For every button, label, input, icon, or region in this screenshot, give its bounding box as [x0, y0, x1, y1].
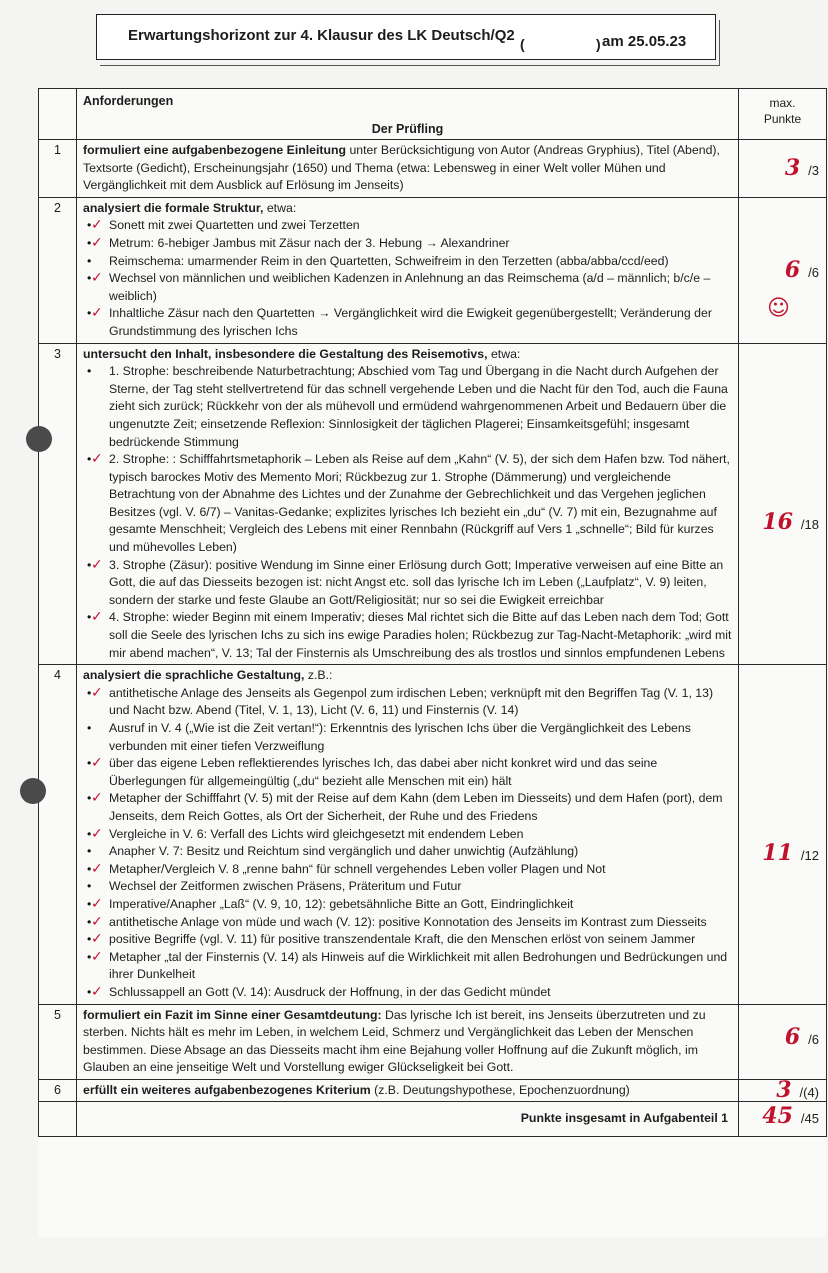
list-item-text: Inhaltliche Zäsur nach den Quartetten → Vergänglichkeit wird die Ewigkeit gegenübergestellt; Veränderung der Grundstimmung des lyrischen Ichs — [109, 306, 712, 338]
red-check-icon: ✓ — [91, 860, 103, 877]
score-handwritten: 11 — [762, 840, 793, 867]
criterion-points-cell — [739, 343, 827, 665]
criterion-text: (z.B. Deutungshypothese, Epochenzuordnung) — [370, 1082, 630, 1097]
list-item-text: Sonett mit zwei Quartetten und zwei Terzetten — [109, 218, 360, 233]
list-item-text: Schlussappell an Gott (V. 14): Ausdruck der Hoffnung, in der das Gedicht mündet — [109, 984, 551, 999]
header-requirements-cell — [77, 89, 739, 140]
list-item-text: Wechsel von männlichen und weiblichen Kadenzen in Anlehnung an das Reimschema (a/d – männlich; b/c/e – weiblich) — [109, 271, 711, 303]
bullet-icon: • — [87, 844, 92, 859]
criterion-row — [39, 665, 827, 1004]
red-check-icon: ✓ — [91, 684, 103, 701]
bullet-icon: • — [87, 756, 92, 771]
criterion-text: Das lyrische Ich ist bereit, ins Jenseits überzutreten und zu sterben. Nichts hält es mehr im Leben, in welchem Leid, Schmerz und Vergänglichkeit das Leben der Menschen bestimmen. Diese Absage an das Diesseits macht ihm eine Bejahung voller Hoffnung auf die Zukunft möglich, im Glauben an eine jenseitige Welt und Vorstellung ewiger Glückseligkeit bei Gott. — [83, 1007, 706, 1075]
criterion-item-list — [83, 363, 732, 662]
criterion-row — [39, 1079, 827, 1102]
total-label: Punkte insgesamt in Aufgabenteil 1 — [77, 1102, 739, 1137]
criterion-lead: formuliert ein Fazit im Sinne einer Gesamtdeutung: — [83, 1007, 382, 1022]
bullet-icon: • — [87, 791, 92, 806]
criterion-text: etwa: — [487, 346, 521, 361]
red-check-icon: ✓ — [91, 931, 103, 948]
criterion-points-cell — [739, 140, 827, 198]
criterion-lead: untersucht den Inhalt, insbesondere die Gestaltung des Reisemotivs, — [83, 346, 488, 361]
criterion-intro — [83, 346, 732, 364]
header-number-cell — [39, 89, 77, 140]
score-max: /18 — [800, 516, 819, 532]
bullet-icon: • — [87, 306, 92, 321]
list-item-text: Metapher „tal der Finsternis (V. 14) als Hinweis auf die Wirklichkeit mit allen Bedrohungen und Bedrückungen und ihrer Dunkelheit — [109, 949, 728, 982]
criterion-number: 3 — [39, 343, 77, 665]
criterion-points-cell — [739, 197, 827, 343]
score-max: /(4) — [799, 1084, 819, 1100]
red-check-icon: ✓ — [91, 556, 103, 573]
criterion-number: 2 — [39, 197, 77, 343]
redacted-mark-right: ) — [596, 36, 601, 52]
criterion-score — [739, 508, 827, 535]
bullet-icon: • — [87, 271, 92, 286]
bullet-icon: • — [87, 914, 92, 929]
list-item — [83, 270, 732, 305]
bullet-icon: • — [87, 364, 92, 379]
bullet-icon: • — [87, 218, 92, 233]
list-item — [83, 790, 732, 825]
total-row — [39, 1102, 827, 1137]
list-item — [83, 720, 732, 755]
red-check-icon: ✓ — [91, 948, 103, 965]
list-item-text: Wechsel der Zeitformen zwischen Präsens, Präteritum und Futur — [109, 879, 462, 894]
criterion-description — [77, 1079, 739, 1102]
redacted-mark-left: ( — [520, 36, 525, 52]
total-score-max: /45 — [800, 1111, 819, 1127]
score-handwritten: 3 — [784, 155, 801, 181]
score-handwritten: 6 — [784, 1023, 801, 1050]
document-date: am 25.05.23 — [602, 33, 687, 50]
criterion-intro — [83, 667, 732, 685]
score-handwritten: 16 — [762, 508, 793, 535]
list-item — [83, 826, 732, 844]
red-check-icon: ✓ — [91, 895, 103, 912]
list-item — [83, 843, 732, 861]
list-item-text: Metapher der Schifffahrt (V. 5) mit der Reise auf dem Kahn (dem Leben im Diesseits) und dem Hafen (port), dem Jenseits, dem Reich Gottes, als Ort der Sicherheit, der Ruhe und des Friedens — [109, 791, 723, 823]
list-item-text: Ausruf in V. 4 („Wie ist die Zeit vertan!“): Erkenntnis des lyrischen Ichs über die Vergänglichkeit des Lebens verbunden mit einer tiefen Verzweiflung — [109, 721, 691, 753]
bullet-icon: • — [87, 452, 92, 467]
list-item — [83, 896, 732, 914]
criterion-score — [739, 155, 827, 181]
list-item-text: 4. Strophe: wieder Beginn mit einem Imperativ; dieses Mal richtet sich die Bitte auf das Leben nach dem Tod; Gott soll die Seele des lyrischen Ichs zu sich ins ewige Paradies holen; Rückbezug zur Tag-Nacht-Metaphorik: „wird mit mir abend machen“, V. 13; Tal der Finsternis als Umschreibung des als trostlos und sinnlos empfundenen Lebens — [109, 610, 732, 660]
punch-hole-bottom — [20, 778, 46, 804]
list-item — [83, 949, 732, 984]
header-candidate: Der Prüfling — [371, 122, 444, 136]
list-item-text: 1. Strophe: beschreibende Naturbetrachtung; Abschied vom Tag und Übergang in die Nacht durch Aufgehen der Sterne, der Tag steht stellvertretend für das schnell vergehende Leben und die Nacht für den Tod, auch die Fauna zieht sich zurück; Rückkehr von der als mühevoll und ermüdend wahrgenommenen Arbeit und Bedauern über die ungenutzte Zeit; einsetzende Reflexion: Sinnlosigkeit der täglichen Plagerei; Einsamkeitsgefühl; insgesamt bedrückende Stimmung — [109, 364, 728, 449]
list-item-text: antithetische Anlage des Jenseits als Gegenpol zum irdischen Leben; verknüpft mit den Begriffen Tag (V. 1, 13) und Nacht bzw. Abend (Titel, V. 1, 13), Licht (V. 6, 11) und Finsternis (V. 14) — [109, 685, 714, 718]
smiley-icon: ☺ — [767, 295, 790, 321]
criterion-description — [77, 665, 739, 1004]
list-item-text: positive Begriffe (vgl. V. 11) für positive transzendentale Kraft, die den Menschen erlöst von seinem Jammer — [109, 932, 696, 947]
list-item — [83, 685, 732, 720]
criterion-description — [77, 343, 739, 665]
criterion-intro — [83, 1007, 732, 1077]
list-item-text: Anapher V. 7: Besitz und Reichtum sind vergänglich und daher unwichtig (Aufzählung) — [109, 844, 579, 859]
criteria-rows — [39, 140, 827, 1102]
criterion-number: 4 — [39, 665, 77, 1004]
list-item-text: Metapher/Vergleich V. 8 „renne bahn“ für schnell vergehendes Leben voller Plagen und Not — [109, 861, 606, 876]
score-max: /3 — [808, 163, 819, 178]
criterion-intro — [83, 1082, 732, 1100]
red-check-icon: ✓ — [91, 609, 103, 626]
criterion-row — [39, 1004, 827, 1079]
criterion-row — [39, 197, 827, 343]
list-item-text: antithetische Anlage von müde und wach (V. 12): positive Konnotation des Jenseits im Kontrast zum Diesseits — [109, 914, 707, 929]
criterion-text: z.B.: — [304, 668, 333, 683]
list-item — [83, 931, 732, 949]
red-check-icon: ✓ — [91, 790, 103, 807]
list-item-text: Reimschema: umarmender Reim in den Quartetten, Schweifreim in den Terzetten (abba/abba/ccd/eed) — [109, 253, 669, 268]
criterion-lead: analysiert die sprachliche Gestaltung, — [83, 668, 305, 683]
bullet-icon: • — [87, 610, 92, 625]
list-item — [83, 984, 732, 1002]
score-handwritten: 3 — [776, 1076, 792, 1103]
criterion-description — [77, 140, 739, 198]
criterion-description — [77, 1004, 739, 1079]
list-item — [83, 557, 732, 610]
criterion-number: 5 — [39, 1004, 77, 1079]
total-points-cell — [739, 1102, 827, 1137]
criterion-score — [739, 256, 827, 283]
criterion-text: unter Berücksichtigung von Autor (Andreas Gryphius), Titel (Abend), Textsorte (Gedicht), Erscheinungsjahr (1650) und Thema (etwa: Lebensweg in einer Welt voller Mühen und Vergänglichkeit mit dem Ausblick auf Erlösung im Jenseits) — [83, 143, 720, 193]
bullet-icon: • — [87, 826, 92, 841]
criterion-item-list — [83, 217, 732, 340]
list-item-text: über das eigene Leben reflektierendes lyrisches Ich, das dabei aber nicht konkret wird und das seine Überlegungen für allgemeingültig („du“ bezieht alle Menschen mit ein) hält — [109, 756, 658, 788]
red-check-icon: ✓ — [91, 825, 103, 842]
total-number-cell — [39, 1102, 77, 1137]
score-max: /12 — [800, 848, 819, 864]
bullet-icon: • — [87, 932, 92, 947]
list-item — [83, 217, 732, 235]
bullet-icon: • — [87, 235, 92, 250]
criterion-points-cell — [739, 1004, 827, 1079]
bullet-icon: • — [87, 721, 92, 735]
criterion-lead: formuliert eine aufgabenbezogene Einleitung — [83, 143, 347, 157]
list-item — [83, 609, 732, 662]
list-item — [83, 253, 732, 271]
bullet-icon: • — [87, 685, 92, 700]
list-item — [83, 755, 732, 790]
criterion-points-cell — [739, 665, 827, 1004]
list-item — [83, 305, 732, 340]
criterion-description — [77, 197, 739, 343]
red-check-icon: ✓ — [91, 217, 103, 234]
criterion-intro — [83, 142, 732, 195]
punch-hole-top — [26, 426, 52, 452]
criterion-score — [739, 1023, 827, 1050]
header-max-points — [739, 89, 827, 140]
score-max: /6 — [808, 264, 819, 280]
list-item-text: Vergleiche in V. 6: Verfall des Lichts wird gleichgesetzt mit endendem Leben — [109, 826, 524, 841]
criterion-row — [39, 140, 827, 198]
table-header-row — [39, 89, 827, 140]
bullet-icon: • — [87, 949, 92, 964]
list-item — [83, 861, 732, 879]
red-check-icon: ✓ — [91, 451, 103, 468]
header-max-line2: Punkte — [763, 112, 802, 126]
list-item-text: Metrum: 6-hebiger Jambus mit Zäsur nach der 3. Hebung → Alexandriner — [109, 235, 510, 250]
list-item-text: Imperative/Anapher „Laß“ (V. 9, 10, 12): gebetsähnliche Bitte an Gott, Eindringlichkeit — [109, 896, 574, 911]
criterion-score — [739, 840, 827, 867]
criterion-number: 1 — [39, 140, 77, 198]
score-max: /6 — [808, 1031, 819, 1047]
document-title: Erwartungshorizont zur 4. Klausur des LK Deutsch/Q2 — [128, 27, 515, 44]
bullet-icon: • — [87, 879, 92, 894]
score-handwritten: 6 — [784, 256, 801, 283]
red-check-icon: ✓ — [91, 305, 103, 322]
criterion-lead: erfüllt ein weiteres aufgabenbezogenes Kriterium — [83, 1082, 371, 1097]
red-check-icon: ✓ — [91, 755, 103, 772]
criterion-item-list — [83, 685, 732, 1002]
list-item — [83, 451, 732, 557]
list-item — [83, 235, 732, 253]
criterion-row — [39, 343, 827, 665]
grading-table — [38, 88, 827, 1137]
header-max-line1: max. — [769, 96, 796, 110]
list-item-text: 2. Strophe: : Schifffahrtsmetaphorik – Leben als Reise auf dem „Kahn“ (V. 5), der sich dem Hafen bzw. Tod nähert, typisch barockes Motiv des Memento Mori; Rückbezug zur 1. Strophe (Dämmerung) und vergleichende Betrachtung von der Abnahme des Lichtes und der Zunahme der Gebrechlichkeit und das Vergehen jeglichen Besitzes (vgl. V. 6/7) – Vanitas-Gedanke; explizites lyrisches Ich bezieht ein „du“ (V. 7) mit ein, Bezugnahme auf gesamte Menschheit; Vergleich des Lebens mit einer Rennbahn (Rückgriff auf Vers 1 „schnelle“; Bild für kurzes und mühevolles Leben) — [109, 452, 730, 555]
criterion-points-cell — [739, 1076, 827, 1103]
header-requirements: Anforderungen — [83, 94, 174, 108]
red-check-icon: ✓ — [91, 983, 103, 1000]
red-check-icon: ✓ — [91, 270, 103, 287]
criterion-score — [739, 1076, 827, 1103]
criterion-lead: analysiert die formale Struktur, — [83, 200, 264, 215]
criterion-text: etwa: — [263, 200, 297, 215]
list-item-text: 3. Strophe (Zäsur): positive Wendung im Sinne einer Erlösung durch Gott; Imperative verweisen auf eine Bitte an Gott, die auf das Diesseits bezogen ist: nicht Angst etc. soll das lyrische Ich im Leben („Laufplatz“, V. 9) leiten, sondern der starke und feste Glaube an Gott/Religiosität; nur so sei die Ewigkeit erreichbar — [109, 557, 724, 607]
total-score — [739, 1103, 827, 1130]
bullet-icon: • — [87, 557, 92, 572]
total-score-handwritten: 45 — [762, 1103, 793, 1130]
list-item — [83, 363, 732, 451]
bullet-icon: • — [87, 861, 92, 876]
criterion-intro — [83, 200, 732, 218]
bullet-icon: • — [87, 984, 92, 999]
bullet-icon: • — [87, 896, 92, 911]
list-item — [83, 914, 732, 932]
criterion-number: 6 — [39, 1079, 77, 1102]
red-check-icon: ✓ — [91, 913, 103, 930]
list-item — [83, 878, 732, 896]
red-check-icon: ✓ — [91, 234, 103, 251]
bullet-icon: • — [87, 253, 92, 268]
